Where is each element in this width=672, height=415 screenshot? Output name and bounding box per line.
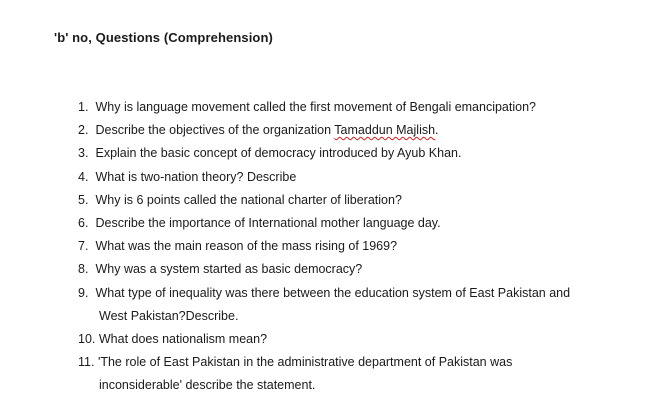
question-text: What is two-nation theory? Describe (95, 169, 297, 184)
question-number: 4. (78, 169, 89, 184)
question-item (78, 212, 658, 235)
question-text: Why is language movement called the first movement of Bengali emancipation? (95, 100, 536, 114)
question-item (78, 96, 658, 119)
question-text: What does nationalism mean? (98, 332, 268, 347)
question-number: 2. (78, 123, 89, 138)
question-text: Describe the importance of International mother language day. (95, 216, 441, 231)
question-number: 11. (78, 355, 95, 370)
spellcheck-flagged-word[interactable]: Tamaddun Majlish (334, 123, 436, 138)
question-list (78, 96, 658, 398)
question-item (78, 328, 658, 351)
question-text: Explain the basic concept of democracy introduced by Ayub Khan. (95, 146, 462, 161)
question-number: 10. (78, 332, 96, 347)
question-item (78, 189, 658, 212)
question-number: 7. (78, 239, 89, 254)
section-heading: 'b' no, Questions (Comprehension) (54, 30, 273, 45)
question-number: 6. (78, 216, 89, 231)
question-item (78, 282, 658, 328)
question-text: 'The role of East Pakistan in the administrative department of Pakistan was (97, 355, 513, 370)
question-text: Why is 6 points called the national charter of liberation? (95, 192, 402, 207)
question-number: 9. (78, 285, 89, 300)
question-text: What type of inequality was there between the education system of East Pakistan and (95, 285, 571, 300)
question-number: 8. (78, 262, 89, 277)
question-text: What was the main reason of the mass rising of 1969? (95, 239, 398, 254)
question-text-continuation: West Pakistan?Describe. (99, 308, 239, 323)
question-item (78, 351, 658, 397)
question-item (78, 119, 658, 142)
question-text: Why was a system started as basic democracy? (95, 262, 363, 277)
question-item (78, 235, 658, 258)
question-item (78, 142, 658, 165)
question-item (78, 258, 658, 281)
question-number: 3. (78, 146, 89, 161)
question-text: Describe the objectives of the organization (95, 123, 335, 138)
question-text-continuation: inconsiderable' describe the statement. (99, 378, 316, 393)
question-text-end: . (435, 123, 439, 138)
question-number: 1. (78, 100, 89, 114)
question-item (78, 166, 658, 189)
question-number: 5. (78, 192, 89, 207)
